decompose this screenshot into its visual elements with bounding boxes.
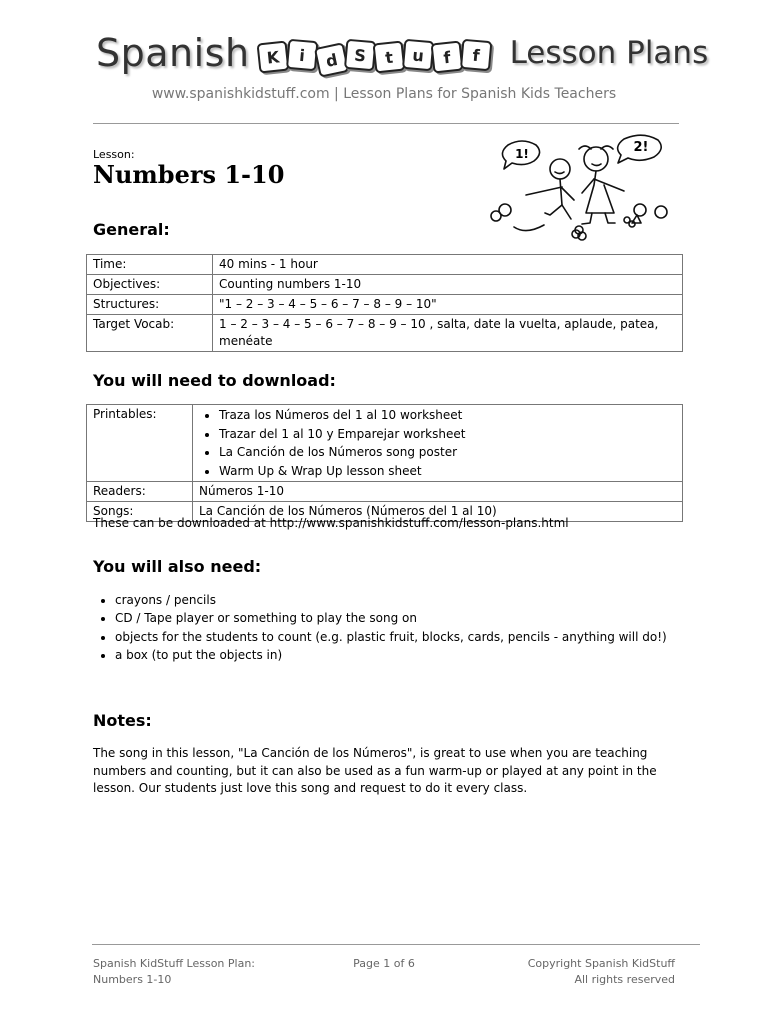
kidstuff-blocks (258, 42, 490, 72)
page-number: Page 1 of 6 (353, 957, 415, 970)
list-item: • Trazar del 1 al 10 y Emparejar worksheet (219, 425, 676, 444)
list-item: • Warm Up & Wrap Up lesson sheet (219, 462, 676, 481)
table-row (87, 405, 683, 482)
table-cell-value: 1 – 2 – 3 – 4 – 5 – 6 – 7 – 8 – 9 – 10 , salta, date la vuelta, aplaude, patea, menéate (213, 315, 683, 352)
download-table (86, 404, 683, 522)
letter-block: f (430, 41, 463, 74)
footer-left-line2: Numbers 1-10 (93, 973, 172, 986)
download-heading: You will need to download: (93, 371, 336, 390)
table-row (87, 482, 683, 502)
also-need-list (95, 591, 695, 664)
printables-list (199, 406, 676, 480)
letter-block: u (401, 39, 434, 72)
table-cell-value: "1 – 2 – 3 – 4 – 5 – 6 – 7 – 8 – 9 – 10" (213, 295, 683, 315)
list-item: • a box (to put the objects in) (115, 646, 695, 664)
table-cell-value: 40 mins - 1 hour (213, 255, 683, 275)
table-row (87, 295, 683, 315)
kids-counting-illustration (480, 132, 680, 244)
table-cell-key: Objectives: (87, 275, 213, 295)
table-row (87, 315, 683, 352)
also-need-heading: You will also need: (93, 557, 262, 576)
letter-block: i (285, 39, 318, 72)
list-item: • crayons / pencils (115, 591, 695, 609)
table-cell-value (193, 405, 683, 482)
general-heading: General: (93, 220, 170, 239)
letter-block: d (313, 42, 349, 78)
list-item: • CD / Tape player or something to play the song on (115, 609, 695, 627)
tagline: www.spanishkidstuff.com | Lesson Plans for Spanish Kids Teachers (151, 86, 617, 102)
table-cell-key: Time: (87, 255, 213, 275)
brand-logo (96, 28, 708, 78)
bubble-1-text: 1! (515, 147, 529, 161)
letter-block: K (256, 41, 289, 74)
table-cell-key: Structures: (87, 295, 213, 315)
footer-right (475, 956, 675, 988)
brand-spanish: Spanish (96, 31, 250, 75)
table-cell-value: Counting numbers 1-10 (213, 275, 683, 295)
footer-divider (92, 944, 700, 945)
table-cell-key: Target Vocab: (87, 315, 213, 352)
list-item: • objects for the students to count (e.g. plastic fruit, blocks, cards, pencils - anything will do!) (115, 628, 695, 646)
brand-lesson-plans: Lesson Plans (509, 35, 709, 71)
letter-block: S (343, 39, 376, 72)
list-item: • La Canción de los Números song poster (219, 443, 676, 462)
table-cell-key: Songs: (87, 502, 193, 522)
letter-block: f (459, 39, 492, 72)
lesson-title: Numbers 1-10 (93, 160, 285, 189)
table-cell-value: La Canción de los Números (Números del 1 al 10) (193, 502, 683, 522)
table-cell-key: Printables: (87, 405, 193, 482)
notes-paragraph: The song in this lesson, "La Canción de los Números", is great to use when you are teaching numbers and counting, but it can also be used as a fun warm-up or played at any point in the lesson. Our students just love this song and request to do it every class. (93, 746, 657, 796)
header-divider (93, 123, 679, 124)
download-note: These can be downloaded at http://www.spanishkidstuff.com/lesson-plans.html (93, 516, 569, 530)
footer-right-line1: Copyright Spanish KidStuff (527, 957, 675, 970)
letter-block: t (372, 41, 405, 74)
table-cell-value: Números 1-10 (193, 482, 683, 502)
list-item: • Traza los Números del 1 al 10 worksheet (219, 406, 676, 425)
notes-heading: Notes: (93, 711, 152, 730)
table-row (87, 275, 683, 295)
bubble-2-text: 2! (633, 140, 649, 155)
footer-right-line2: All rights reserved (574, 973, 675, 986)
footer-left-line1: Spanish KidStuff Lesson Plan: (93, 957, 255, 970)
lesson-label: Lesson: (93, 148, 135, 161)
table-cell-key: Readers: (87, 482, 193, 502)
footer-left (93, 956, 255, 988)
general-table (86, 254, 683, 352)
table-row (87, 255, 683, 275)
